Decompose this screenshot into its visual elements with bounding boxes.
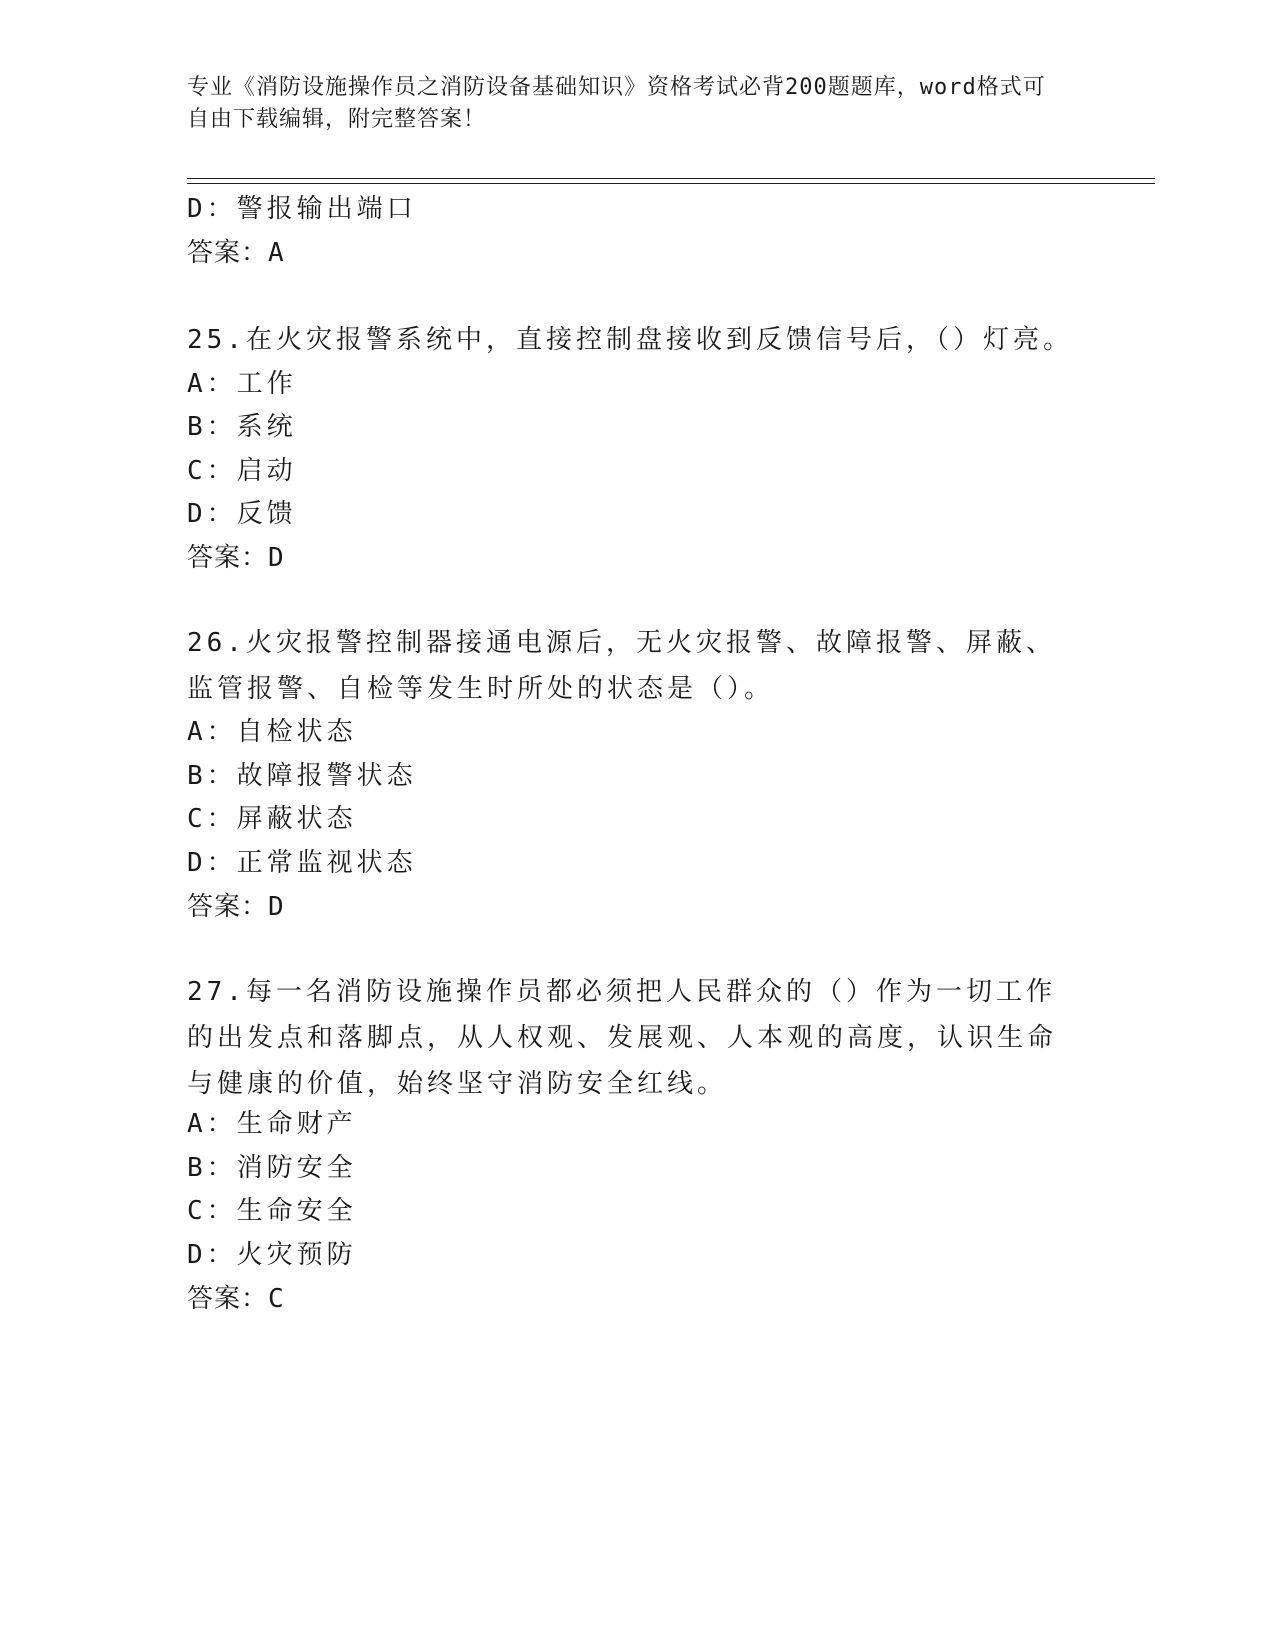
answer-value: D bbox=[268, 543, 284, 573]
answer-label: 答案： bbox=[187, 892, 269, 922]
answer-value: A bbox=[268, 238, 284, 268]
question-27-answer bbox=[187, 1283, 284, 1315]
question-26-option-c: C：屏蔽状态 bbox=[187, 804, 357, 834]
prev-answer bbox=[187, 237, 284, 269]
question-26-option-d: D：正常监视状态 bbox=[187, 848, 417, 878]
prev-option-d: D：警报输出端口 bbox=[187, 194, 417, 224]
question-26-option-b: B：故障报警状态 bbox=[187, 761, 417, 791]
question-27-option-d: D：火灾预防 bbox=[187, 1240, 357, 1270]
question-27-option-c: C：生命安全 bbox=[187, 1196, 357, 1226]
question-25-stem: 25.在火灾报警系统中，直接控制盘接收到反馈信号后，（）灯亮。 bbox=[187, 325, 1073, 355]
document-header: 专业《消防设施操作员之消防设备基础知识》资格考试必背200题题库，word格式可自由下载编辑，附完整答案！ bbox=[187, 75, 1046, 132]
answer-label: 答案： bbox=[187, 1284, 269, 1314]
answer-label: 答案： bbox=[187, 238, 269, 268]
question-27-option-b: B：消防安全 bbox=[187, 1153, 357, 1183]
question-27-option-a: A：生命财产 bbox=[187, 1109, 357, 1139]
question-25-option-b: B：系统 bbox=[187, 412, 297, 442]
question-25-option-d: D：反馈 bbox=[187, 499, 297, 529]
question-26-answer bbox=[187, 891, 284, 923]
answer-value: D bbox=[268, 892, 284, 922]
question-25-option-c: C：启动 bbox=[187, 456, 297, 486]
question-25-option-a: A：工作 bbox=[187, 369, 297, 399]
header-divider-top bbox=[187, 178, 1155, 179]
question-25-answer bbox=[187, 542, 284, 574]
question-26-stem: 26.火灾报警控制器接通电源后，无火灾报警、故障报警、屏蔽、监管报警、自检等发生时所处的状态是（）。 bbox=[187, 628, 1056, 704]
answer-value: C bbox=[268, 1284, 284, 1314]
question-27-stem: 27.每一名消防设施操作员都必须把人民群众的（）作为一切工作的出发点和落脚点，从人权观、发展观、人本观的高度，认识生命与健康的价值，始终坚守消防安全红线。 bbox=[187, 977, 1058, 1099]
header-divider-bottom bbox=[187, 183, 1155, 184]
answer-label: 答案： bbox=[187, 543, 269, 573]
question-26-option-a: A：自检状态 bbox=[187, 717, 357, 747]
